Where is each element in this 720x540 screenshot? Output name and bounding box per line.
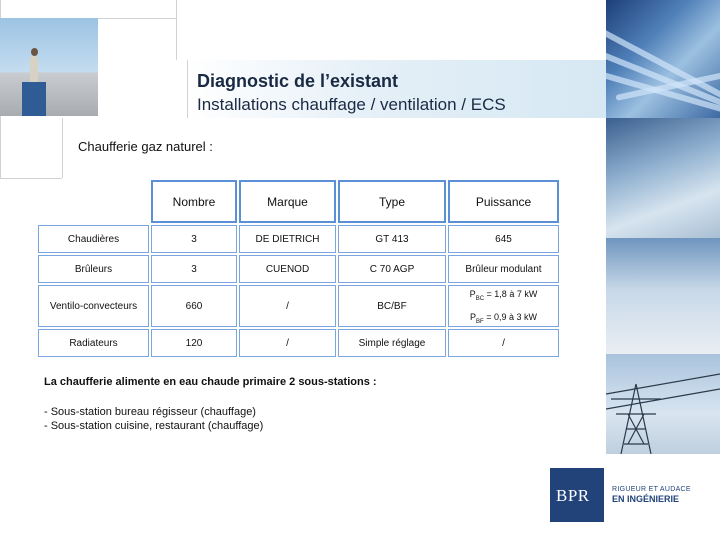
table-cell: 660 [151, 285, 237, 327]
list-item: - Sous-station bureau régisseur (chauffage) [44, 406, 256, 418]
table-cell: / [448, 329, 559, 357]
table-cell: / [239, 329, 336, 357]
table-cell: Simple réglage [338, 329, 446, 357]
row-label: Ventilo-convecteurs [38, 285, 149, 327]
note-heading: La chaufferie alimente en eau chaude primaire 2 sous-stations : [44, 376, 377, 388]
power-bc-line [449, 289, 558, 302]
row-label: Brûleurs [38, 255, 149, 283]
table-row [38, 255, 559, 283]
table-row [38, 329, 559, 357]
logo-letters: BPR [556, 486, 590, 505]
table-cell: 3 [151, 225, 237, 253]
logo-tagline-top: RIGUEUR ET AUDACE [612, 486, 691, 493]
pedestal-shape [22, 82, 46, 116]
equipment-table [36, 178, 561, 359]
table-cell: DE DIETRICH [239, 225, 336, 253]
pipes-photo [606, 0, 720, 118]
frame-line-inner [62, 118, 63, 178]
table-cell: Brûleur modulant [448, 255, 559, 283]
table-row [38, 225, 559, 253]
pylon-icon [606, 354, 720, 454]
person-figure [30, 56, 38, 82]
power-bc-sub: BC [475, 296, 485, 302]
header-marque: Marque [239, 180, 336, 223]
row-label: Chaudières [38, 225, 149, 253]
person-head [31, 48, 38, 56]
table-cell: GT 413 [338, 225, 446, 253]
frame-line-mid [176, 0, 177, 60]
header-type: Type [338, 180, 446, 223]
lab-photo [606, 118, 720, 238]
image-strip [606, 0, 720, 540]
table-cell: / [239, 285, 336, 327]
power-bc-prefix: P [469, 289, 476, 300]
list-item: - Sous-station cuisine, restaurant (chauffage) [44, 420, 264, 432]
scientist-photo [606, 238, 720, 354]
table-header-row [38, 180, 559, 223]
logo-tagline-bottom: EN INGÉNIERIE [612, 494, 680, 504]
table-cell: 120 [151, 329, 237, 357]
header-nombre: Nombre [151, 180, 237, 223]
table-row [38, 285, 559, 327]
power-bc-value: = 1,8 à 7 kW [486, 289, 538, 300]
note-list [44, 405, 263, 433]
section-label: Chaufferie gaz naturel : [78, 139, 213, 154]
power-bf-value: = 0,9 à 3 kW [486, 312, 537, 322]
table-cell: 645 [448, 225, 559, 253]
table-cell: C 70 AGP [338, 255, 446, 283]
ventilo-power-cell [448, 285, 559, 327]
header-blank-cell [38, 180, 149, 223]
statue-photo [0, 18, 98, 116]
slide-title: Diagnostic de l’existant [197, 71, 399, 91]
power-bf-sub: BF [476, 318, 484, 325]
header-puissance: Puissance [448, 180, 559, 223]
table-cell: 3 [151, 255, 237, 283]
table-cell: CUENOD [239, 255, 336, 283]
power-bf-prefix: P [470, 312, 477, 322]
row-label: Radiateurs [38, 329, 149, 357]
power-bf-line [449, 312, 558, 325]
slide-subtitle: Installations chauffage / ventilation / ECS [197, 95, 506, 114]
table-cell: BC/BF [338, 285, 446, 327]
